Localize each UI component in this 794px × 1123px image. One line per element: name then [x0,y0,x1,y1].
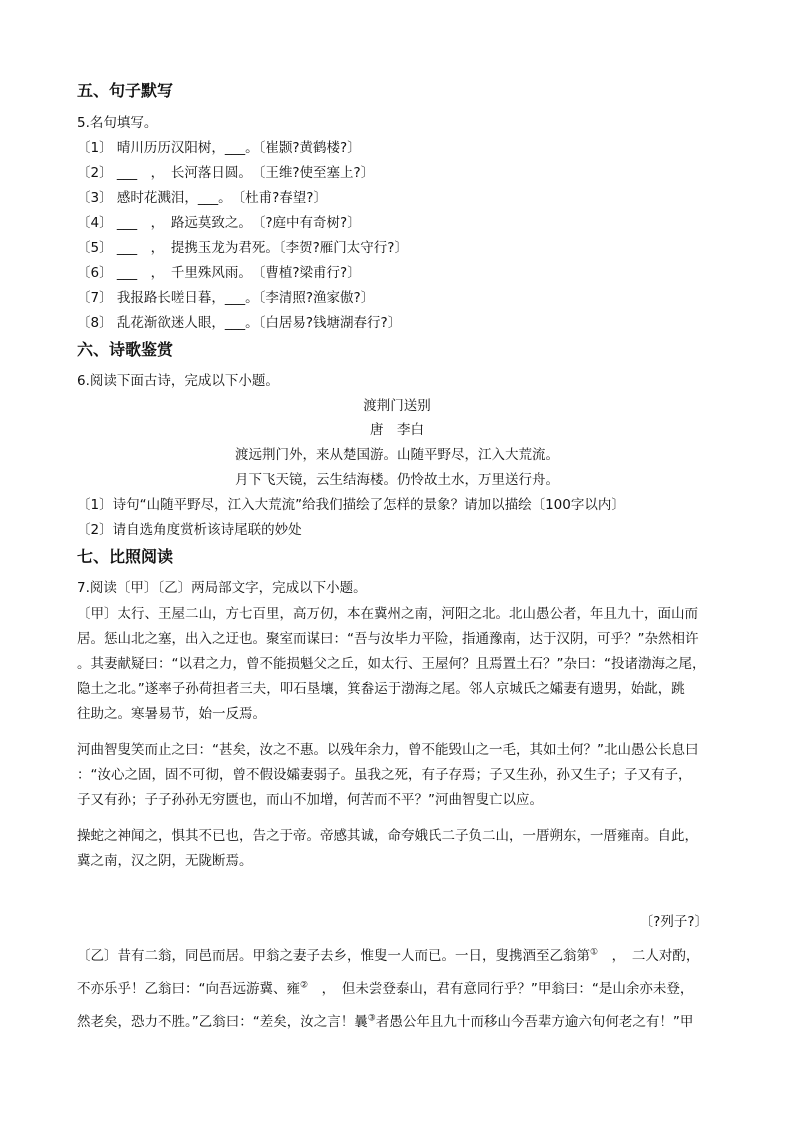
fill-item-8: 〔8〕 乱花渐欲迷人眼，___。〔白居易?钱塘湖春行?〕 [77,315,402,331]
question-6-prompt: 6.阅读下面古诗，完成以下小题。 [77,373,279,389]
poem-title: 渡荆门送别 [363,398,431,414]
fill-item-2: 〔2〕 ___ ， 长河落日圆。 〔王维?使至塞上?〕 [77,165,375,181]
passage-jia-line: 冀之南，汉之阴，无陇断焉。 [77,853,253,869]
passage-yi-line-1: 〔乙〕昔有二翁，同邑而居。甲翁之妻子去乡，惟叟一人而已。一日，叟携酒至乙翁第① ， 二人对酌， [77,947,700,964]
fill-item-6: 〔6〕 ___ ， 千里殊风雨。 〔曹植?梁甫行?〕 [77,265,361,281]
section-5-heading: 五、句子默写 [77,81,174,100]
passage-jia-line: 往助之。寒暑易节，始一反焉。 [77,706,266,722]
fill-item-1: 〔1〕 晴川历历汉阳树，___。〔崔颢?黄鹤楼?〕 [77,140,361,156]
passage-jia-line: 操蛇之神闻之，惧其不已也，告之于帝。帝感其诚，命夸娥氏二子负二山，一厝朔东，一厝雍南。自此， [77,828,698,844]
passage-source: 〔?列子?〕 [639,914,708,930]
fill-item-4: 〔4〕 ___ ， 路远莫致之。 〔?庭中有奇树?〕 [77,215,361,231]
poem-line-2: 月下飞天镜，云生结海楼。仍怜故土水，万里送行舟。 [235,472,559,488]
footnote-marker: ① [590,947,599,958]
question-5-prompt: 5.名句填写。 [77,115,158,131]
passage-yi-line-2: 不亦乐乎！乙翁曰：“向吾远游冀、雍② ， 但未尝登泰山，君有意同行乎？”甲翁曰：“是山余亦未登， [77,980,694,997]
subquestion-6-1: 〔1〕诗句“山随平野尽，江入大荒流”给我们描绘了怎样的景象？请加以描绘〔100字以内〕 [77,497,625,513]
passage-jia-line: 。其妻献疑曰：“以君之力，曾不能损魁父之丘，如太行、王屋何？且焉置土石？”杂曰：“投诸渤海之尾， [77,656,706,672]
passage-jia-line: 河曲智叟笑而止之曰：“甚矣，汝之不惠。以残年余力，曾不能毁山之一毛，其如土何？”北山愚公长息曰 [77,742,699,758]
passage-jia-line: ：“汝心之固，固不可彻，曾不假设孀妻弱子。虽我之死，有子存焉；子又生孙，孙又生子；子又有子， [77,767,692,783]
poem-author: 唐 李白 [370,422,424,438]
passage-yi-line-3: 然老矣，恐力不胜。”乙翁曰：“差矣，汝之言！曩③者愚公年且九十而移山今吾辈方逾六旬何老之有！”甲 [77,1013,694,1030]
subquestion-6-2: 〔2〕请自选角度赏析该诗尾联的妙处 [77,522,302,538]
passage-jia-line: 居。惩山北之塞，出入之迂也。聚室而谋曰：“吾与汝毕力平险，指通豫南，达于汉阴，可乎？”杂然相许 [77,631,699,647]
section-7-heading: 七、比照阅读 [77,547,174,566]
passage-jia-line: 子又有孙；子子孙孙无穷匮也，而山不加增，何苦而不平？”河曲智叟亡以应。 [77,792,543,808]
fill-item-3: 〔3〕 感时花溅泪，___。 〔杜甫?春望?〕 [77,190,327,206]
fill-item-7: 〔7〕 我报路长嗟日暮，___。〔李清照?渔家傲?〕 [77,290,375,306]
fill-item-5: 〔5〕 ___ ， 提携玉龙为君死。〔李贺?雁门太守行?〕 [77,240,408,256]
footnote-marker: ③ [367,1013,376,1024]
passage-jia-line: 隐土之北。”遂率子孙荷担者三夫，叩石垦壤，箕畚运于渤海之尾。邻人京城氏之孀妻有遗男，始龀，跳 [77,681,685,697]
footnote-marker: ② [300,980,309,991]
section-6-heading: 六、诗歌鉴赏 [77,340,174,359]
passage-jia-line: 〔甲〕太行、王屋二山，方七百里，高万仞，本在冀州之南，河阳之北。北山愚公者，年且九十，面山而 [77,606,698,622]
poem-line-1: 渡远荆门外，来从楚国游。山随平野尽，江入大荒流。 [235,447,559,463]
question-7-prompt: 7.阅读〔甲〕〔乙〕两局部文字，完成以下小题。 [77,580,367,596]
